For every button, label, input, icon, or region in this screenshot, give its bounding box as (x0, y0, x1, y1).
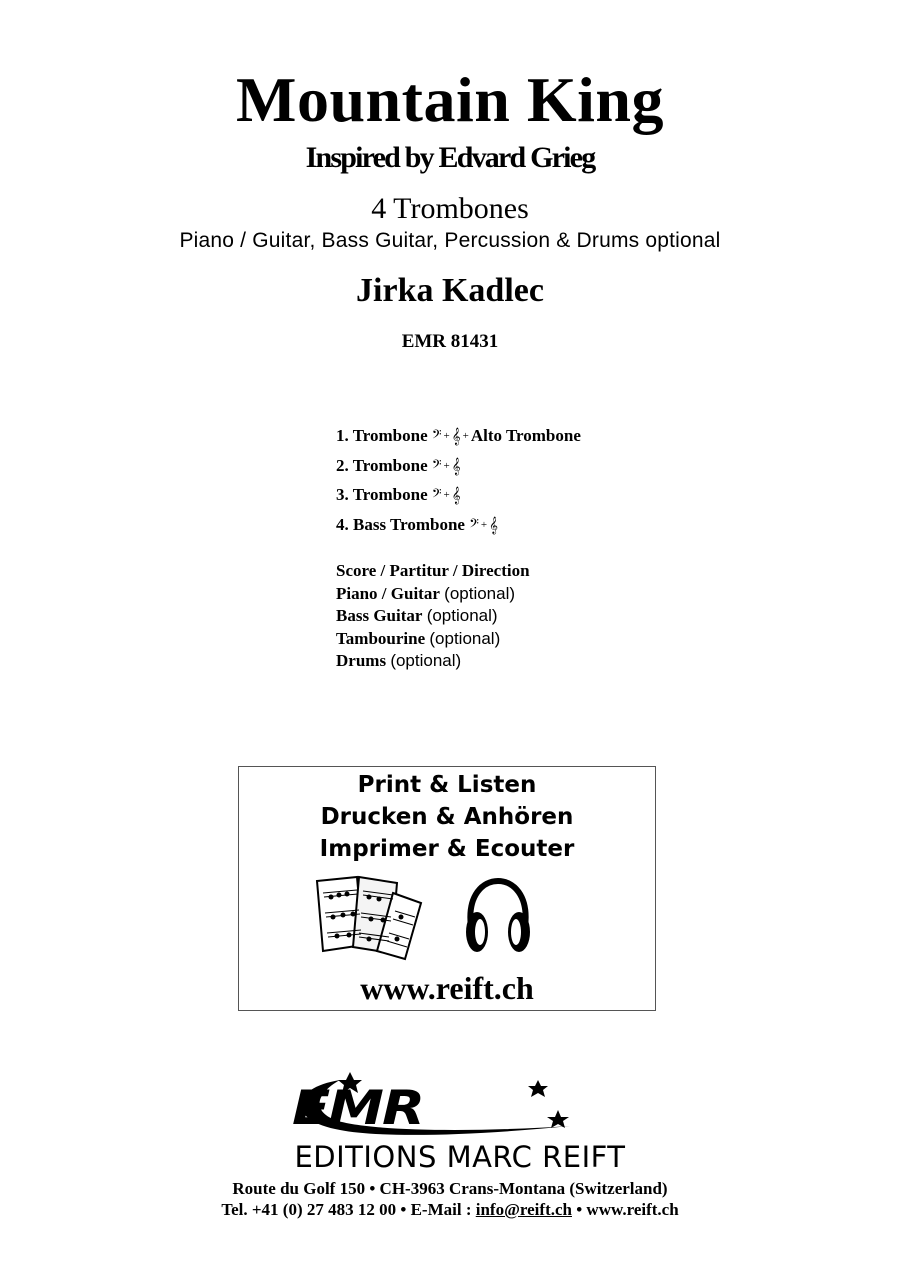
treble-clef-icon: 𝄞 (451, 486, 461, 504)
treble-clef-icon: 𝄞 (489, 515, 498, 534)
plus-sign: + (443, 489, 450, 501)
extra-name: Drums (336, 651, 387, 670)
extra-item (336, 628, 530, 651)
part-label: 4. Bass Trombone (336, 514, 465, 534)
part-suffix: Alto Trombone (470, 426, 581, 445)
print-listen-box (238, 766, 656, 1011)
composer: Jirka Kadlec (356, 272, 544, 309)
bass-clef-icon: 𝄢 (431, 427, 442, 445)
logo-mark: EMR (292, 1080, 424, 1137)
bass-clef-icon: 𝄢 (469, 515, 479, 534)
plus-sign: + (443, 430, 450, 442)
extra-note: (optional) (444, 583, 516, 603)
parts-list (336, 424, 581, 542)
extra-name: Bass Guitar (336, 606, 423, 625)
extra-item (336, 583, 530, 606)
extra-item (336, 560, 530, 583)
phone: Tel. +41 (0) 27 483 12 00 • E-Mail : (221, 1200, 476, 1219)
extra-name: Tambourine (336, 628, 426, 648)
email-link[interactable]: info@reift.ch (475, 1200, 572, 1219)
promo-line: Imprimer & Ecouter (319, 836, 575, 862)
part-item (336, 483, 581, 513)
treble-clef-icon: 𝄞 (451, 427, 461, 445)
part-label: 1. Trombone (336, 426, 428, 445)
promo-line: Drucken & Anhören (320, 804, 574, 830)
headphones-icon (463, 877, 533, 957)
website-link[interactable]: www.reift.ch (360, 970, 534, 1006)
extra-note: (optional) (426, 606, 498, 625)
extra-name: Score / Partitur / Direction (336, 561, 530, 580)
catalog-number: EMR 81431 (401, 331, 499, 352)
extras-list (336, 560, 530, 673)
subtitle: Inspired by Edvard Grieg (305, 141, 595, 174)
plus-sign: + (443, 459, 450, 472)
bass-clef-icon: 𝄢 (431, 456, 442, 475)
page-title: Mountain King (236, 64, 664, 135)
instrumentation: 4 Trombones (371, 192, 529, 225)
extra-name: Piano / Guitar (336, 583, 440, 603)
extra-item (336, 605, 530, 628)
plus-sign: + (480, 518, 488, 531)
extra-item (336, 650, 530, 673)
sheet-music-icon (313, 875, 425, 961)
part-label: 3. Trombone (336, 485, 428, 504)
part-item (336, 424, 581, 454)
treble-clef-icon: 𝄞 (451, 456, 461, 475)
address: Route du Golf 150 • CH-3963 Crans-Montana (Switzerland) (232, 1179, 668, 1198)
plus-sign: + (462, 430, 469, 442)
optional-instruments: Piano / Guitar, Bass Guitar, Percussion & Drums optional (179, 229, 721, 252)
bass-clef-icon: 𝄢 (431, 486, 442, 504)
publisher-logo (240, 1070, 680, 1175)
publisher-name: EDITIONS MARC REIFT (294, 1140, 626, 1174)
promo-line: Print & Listen (357, 772, 537, 798)
extra-note: (optional) (390, 651, 462, 670)
contact-line (0, 1199, 900, 1221)
part-item (336, 513, 581, 543)
footer-website[interactable]: • www.reift.ch (571, 1200, 679, 1219)
part-label: 2. Trombone (336, 455, 428, 475)
extra-note: (optional) (429, 628, 501, 648)
part-item (336, 454, 581, 484)
